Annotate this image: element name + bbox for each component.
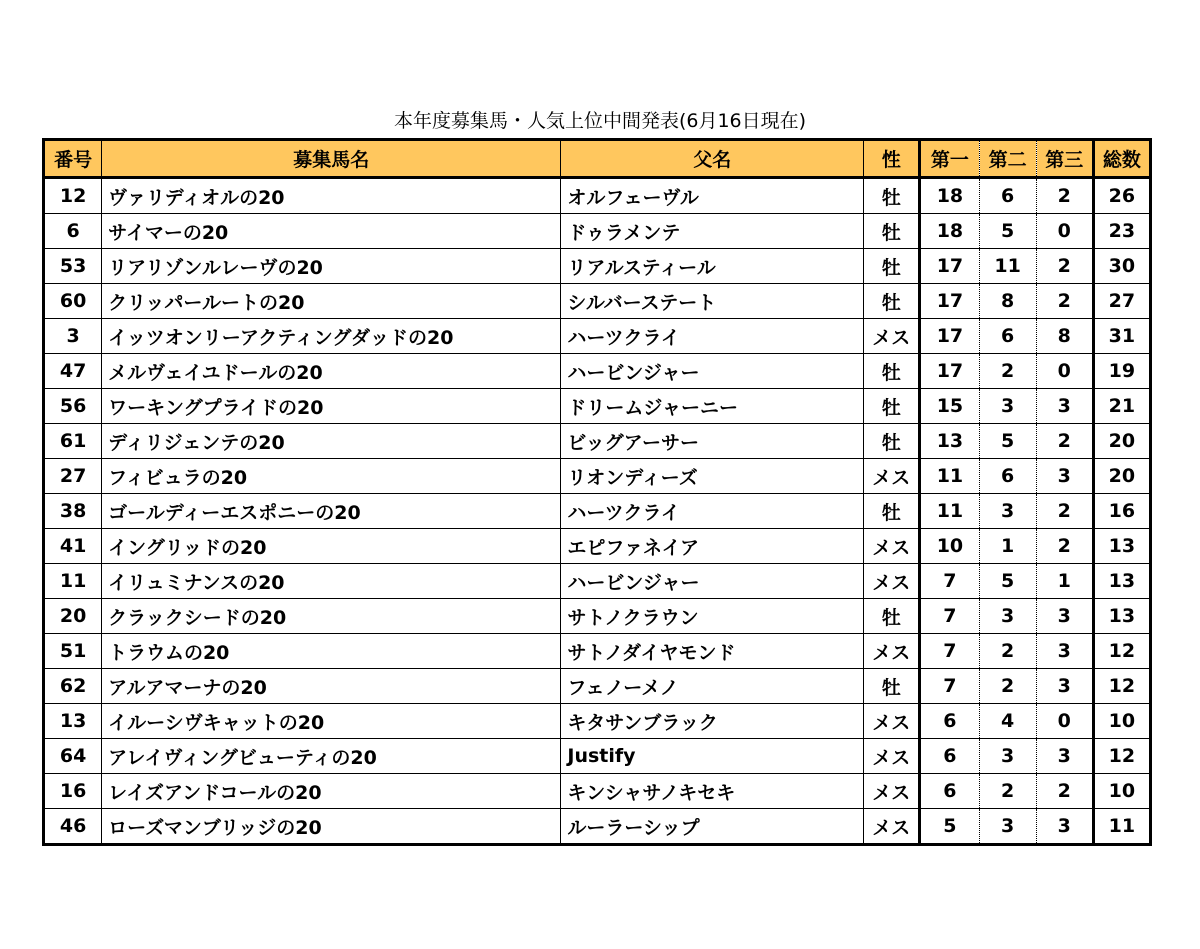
header-row bbox=[44, 140, 1151, 178]
cell-sex: メス bbox=[864, 809, 920, 845]
cell-second: 6 bbox=[979, 319, 1036, 354]
cell-no: 27 bbox=[44, 459, 102, 494]
cell-total: 19 bbox=[1093, 354, 1150, 389]
cell-second: 3 bbox=[979, 739, 1036, 774]
cell-no: 41 bbox=[44, 529, 102, 564]
table-row bbox=[44, 424, 1151, 459]
cell-first: 6 bbox=[920, 704, 979, 739]
cell-sire: フェノーメノ bbox=[561, 669, 864, 704]
cell-sire: ドゥラメンテ bbox=[561, 214, 864, 249]
popularity-table bbox=[42, 138, 1152, 846]
cell-sex: 牡 bbox=[864, 284, 920, 319]
table-row bbox=[44, 774, 1151, 809]
cell-third: 2 bbox=[1036, 178, 1093, 214]
cell-third: 2 bbox=[1036, 774, 1093, 809]
header-sire: 父名 bbox=[561, 140, 864, 178]
cell-first: 7 bbox=[920, 564, 979, 599]
cell-horse-name: ディリジェンテの20 bbox=[102, 424, 561, 459]
cell-third: 3 bbox=[1036, 459, 1093, 494]
cell-total: 23 bbox=[1093, 214, 1150, 249]
cell-second: 6 bbox=[979, 459, 1036, 494]
cell-sex: 牡 bbox=[864, 249, 920, 284]
cell-sire: ドリームジャーニー bbox=[561, 389, 864, 424]
cell-sex: メス bbox=[864, 564, 920, 599]
cell-second: 2 bbox=[979, 354, 1036, 389]
cell-total: 16 bbox=[1093, 494, 1150, 529]
cell-horse-name: レイズアンドコールの20 bbox=[102, 774, 561, 809]
cell-second: 2 bbox=[979, 634, 1036, 669]
cell-total: 10 bbox=[1093, 774, 1150, 809]
cell-first: 5 bbox=[920, 809, 979, 845]
cell-no: 60 bbox=[44, 284, 102, 319]
cell-no: 6 bbox=[44, 214, 102, 249]
cell-first: 6 bbox=[920, 739, 979, 774]
cell-horse-name: アレイヴィングビューティの20 bbox=[102, 739, 561, 774]
cell-horse-name: ヴァリディオルの20 bbox=[102, 178, 561, 214]
cell-third: 2 bbox=[1036, 284, 1093, 319]
cell-sire: ハービンジャー bbox=[561, 354, 864, 389]
cell-horse-name: アルアマーナの20 bbox=[102, 669, 561, 704]
cell-total: 31 bbox=[1093, 319, 1150, 354]
cell-total: 12 bbox=[1093, 669, 1150, 704]
table-row bbox=[44, 249, 1151, 284]
cell-second: 5 bbox=[979, 214, 1036, 249]
cell-sex: 牡 bbox=[864, 599, 920, 634]
cell-total: 13 bbox=[1093, 529, 1150, 564]
cell-total: 20 bbox=[1093, 459, 1150, 494]
cell-no: 20 bbox=[44, 599, 102, 634]
table-row bbox=[44, 529, 1151, 564]
cell-sex: 牡 bbox=[864, 389, 920, 424]
cell-horse-name: イッツオンリーアクティングダッドの20 bbox=[102, 319, 561, 354]
cell-sire: キタサンブラック bbox=[561, 704, 864, 739]
cell-third: 3 bbox=[1036, 599, 1093, 634]
cell-third: 3 bbox=[1036, 669, 1093, 704]
cell-third: 1 bbox=[1036, 564, 1093, 599]
cell-no: 16 bbox=[44, 774, 102, 809]
cell-sire: シルバーステート bbox=[561, 284, 864, 319]
cell-sire: サトノクラウン bbox=[561, 599, 864, 634]
cell-first: 7 bbox=[920, 599, 979, 634]
cell-sire: ハーツクライ bbox=[561, 494, 864, 529]
cell-first: 7 bbox=[920, 669, 979, 704]
cell-total: 26 bbox=[1093, 178, 1150, 214]
cell-sex: メス bbox=[864, 459, 920, 494]
cell-third: 2 bbox=[1036, 494, 1093, 529]
table-row bbox=[44, 459, 1151, 494]
cell-no: 51 bbox=[44, 634, 102, 669]
cell-first: 6 bbox=[920, 774, 979, 809]
cell-no: 53 bbox=[44, 249, 102, 284]
cell-sire: リアルスティール bbox=[561, 249, 864, 284]
cell-sire: Justify bbox=[561, 739, 864, 774]
cell-first: 11 bbox=[920, 459, 979, 494]
table-row bbox=[44, 214, 1151, 249]
cell-horse-name: サイマーの20 bbox=[102, 214, 561, 249]
cell-second: 4 bbox=[979, 704, 1036, 739]
cell-no: 11 bbox=[44, 564, 102, 599]
cell-third: 0 bbox=[1036, 214, 1093, 249]
header-third: 第三 bbox=[1036, 140, 1093, 178]
cell-total: 12 bbox=[1093, 634, 1150, 669]
cell-sire: サトノダイヤモンド bbox=[561, 634, 864, 669]
table-row bbox=[44, 704, 1151, 739]
cell-sex: メス bbox=[864, 739, 920, 774]
cell-sex: 牡 bbox=[864, 178, 920, 214]
cell-first: 10 bbox=[920, 529, 979, 564]
cell-horse-name: ローズマンブリッジの20 bbox=[102, 809, 561, 845]
cell-total: 13 bbox=[1093, 564, 1150, 599]
cell-second: 6 bbox=[979, 178, 1036, 214]
cell-no: 12 bbox=[44, 178, 102, 214]
cell-sex: 牡 bbox=[864, 669, 920, 704]
cell-sex: メス bbox=[864, 704, 920, 739]
cell-second: 8 bbox=[979, 284, 1036, 319]
cell-first: 7 bbox=[920, 634, 979, 669]
cell-second: 3 bbox=[979, 389, 1036, 424]
cell-horse-name: トラウムの20 bbox=[102, 634, 561, 669]
cell-second: 11 bbox=[979, 249, 1036, 284]
cell-total: 10 bbox=[1093, 704, 1150, 739]
cell-horse-name: クリッパールートの20 bbox=[102, 284, 561, 319]
cell-first: 17 bbox=[920, 354, 979, 389]
cell-sire: ルーラーシップ bbox=[561, 809, 864, 845]
cell-second: 1 bbox=[979, 529, 1036, 564]
cell-third: 0 bbox=[1036, 704, 1093, 739]
cell-second: 3 bbox=[979, 809, 1036, 845]
header-sex: 性 bbox=[864, 140, 920, 178]
cell-sex: 牡 bbox=[864, 494, 920, 529]
cell-horse-name: イングリッドの20 bbox=[102, 529, 561, 564]
cell-sex: 牡 bbox=[864, 214, 920, 249]
cell-no: 38 bbox=[44, 494, 102, 529]
cell-third: 3 bbox=[1036, 634, 1093, 669]
cell-third: 8 bbox=[1036, 319, 1093, 354]
cell-sex: 牡 bbox=[864, 424, 920, 459]
table-row bbox=[44, 634, 1151, 669]
cell-third: 3 bbox=[1036, 739, 1093, 774]
cell-sire: ハーツクライ bbox=[561, 319, 864, 354]
cell-total: 30 bbox=[1093, 249, 1150, 284]
cell-total: 12 bbox=[1093, 739, 1150, 774]
cell-horse-name: フィビュラの20 bbox=[102, 459, 561, 494]
table-row bbox=[44, 564, 1151, 599]
cell-first: 18 bbox=[920, 178, 979, 214]
cell-third: 0 bbox=[1036, 354, 1093, 389]
cell-second: 2 bbox=[979, 669, 1036, 704]
cell-second: 5 bbox=[979, 564, 1036, 599]
cell-horse-name: リアリゾンルレーヴの20 bbox=[102, 249, 561, 284]
cell-sex: メス bbox=[864, 319, 920, 354]
cell-third: 2 bbox=[1036, 424, 1093, 459]
cell-no: 46 bbox=[44, 809, 102, 845]
cell-sire: オルフェーヴル bbox=[561, 178, 864, 214]
table-row bbox=[44, 599, 1151, 634]
cell-no: 47 bbox=[44, 354, 102, 389]
cell-third: 2 bbox=[1036, 529, 1093, 564]
cell-horse-name: クラックシードの20 bbox=[102, 599, 561, 634]
cell-sex: メス bbox=[864, 774, 920, 809]
cell-second: 3 bbox=[979, 599, 1036, 634]
cell-sire: ハービンジャー bbox=[561, 564, 864, 599]
table-row bbox=[44, 354, 1151, 389]
table-body bbox=[44, 178, 1151, 845]
cell-first: 15 bbox=[920, 389, 979, 424]
table-row bbox=[44, 669, 1151, 704]
cell-total: 11 bbox=[1093, 809, 1150, 845]
cell-second: 5 bbox=[979, 424, 1036, 459]
cell-no: 61 bbox=[44, 424, 102, 459]
cell-second: 3 bbox=[979, 494, 1036, 529]
header-second: 第二 bbox=[979, 140, 1036, 178]
cell-third: 3 bbox=[1036, 809, 1093, 845]
cell-first: 17 bbox=[920, 284, 979, 319]
table-title: 本年度募集馬・人気上位中間発表(6月16日現在) bbox=[393, 110, 807, 132]
cell-total: 20 bbox=[1093, 424, 1150, 459]
table-row bbox=[44, 284, 1151, 319]
table-row bbox=[44, 319, 1151, 354]
cell-sex: 牡 bbox=[864, 354, 920, 389]
cell-no: 62 bbox=[44, 669, 102, 704]
cell-first: 18 bbox=[920, 214, 979, 249]
cell-sire: ビッグアーサー bbox=[561, 424, 864, 459]
cell-sire: エピファネイア bbox=[561, 529, 864, 564]
cell-horse-name: メルヴェイユドールの20 bbox=[102, 354, 561, 389]
header-first: 第一 bbox=[920, 140, 979, 178]
cell-horse-name: ワーキングプライドの20 bbox=[102, 389, 561, 424]
cell-sex: メス bbox=[864, 634, 920, 669]
cell-first: 17 bbox=[920, 249, 979, 284]
table-row bbox=[44, 809, 1151, 845]
cell-sire: リオンディーズ bbox=[561, 459, 864, 494]
cell-sex: メス bbox=[864, 529, 920, 564]
table-row bbox=[44, 494, 1151, 529]
cell-no: 56 bbox=[44, 389, 102, 424]
cell-sire: キンシャサノキセキ bbox=[561, 774, 864, 809]
header-name: 募集馬名 bbox=[102, 140, 561, 178]
cell-first: 11 bbox=[920, 494, 979, 529]
cell-second: 2 bbox=[979, 774, 1036, 809]
cell-first: 17 bbox=[920, 319, 979, 354]
cell-first: 13 bbox=[920, 424, 979, 459]
cell-horse-name: イリュミナンスの20 bbox=[102, 564, 561, 599]
cell-no: 13 bbox=[44, 704, 102, 739]
header-no: 番号 bbox=[44, 140, 102, 178]
cell-third: 2 bbox=[1036, 249, 1093, 284]
cell-no: 3 bbox=[44, 319, 102, 354]
cell-total: 21 bbox=[1093, 389, 1150, 424]
table-row bbox=[44, 739, 1151, 774]
header-total: 総数 bbox=[1093, 140, 1150, 178]
cell-no: 64 bbox=[44, 739, 102, 774]
table-row bbox=[44, 389, 1151, 424]
cell-total: 13 bbox=[1093, 599, 1150, 634]
cell-total: 27 bbox=[1093, 284, 1150, 319]
cell-horse-name: イルーシヴキャットの20 bbox=[102, 704, 561, 739]
cell-third: 3 bbox=[1036, 389, 1093, 424]
table-row bbox=[44, 178, 1151, 214]
cell-horse-name: ゴールディーエスポニーの20 bbox=[102, 494, 561, 529]
